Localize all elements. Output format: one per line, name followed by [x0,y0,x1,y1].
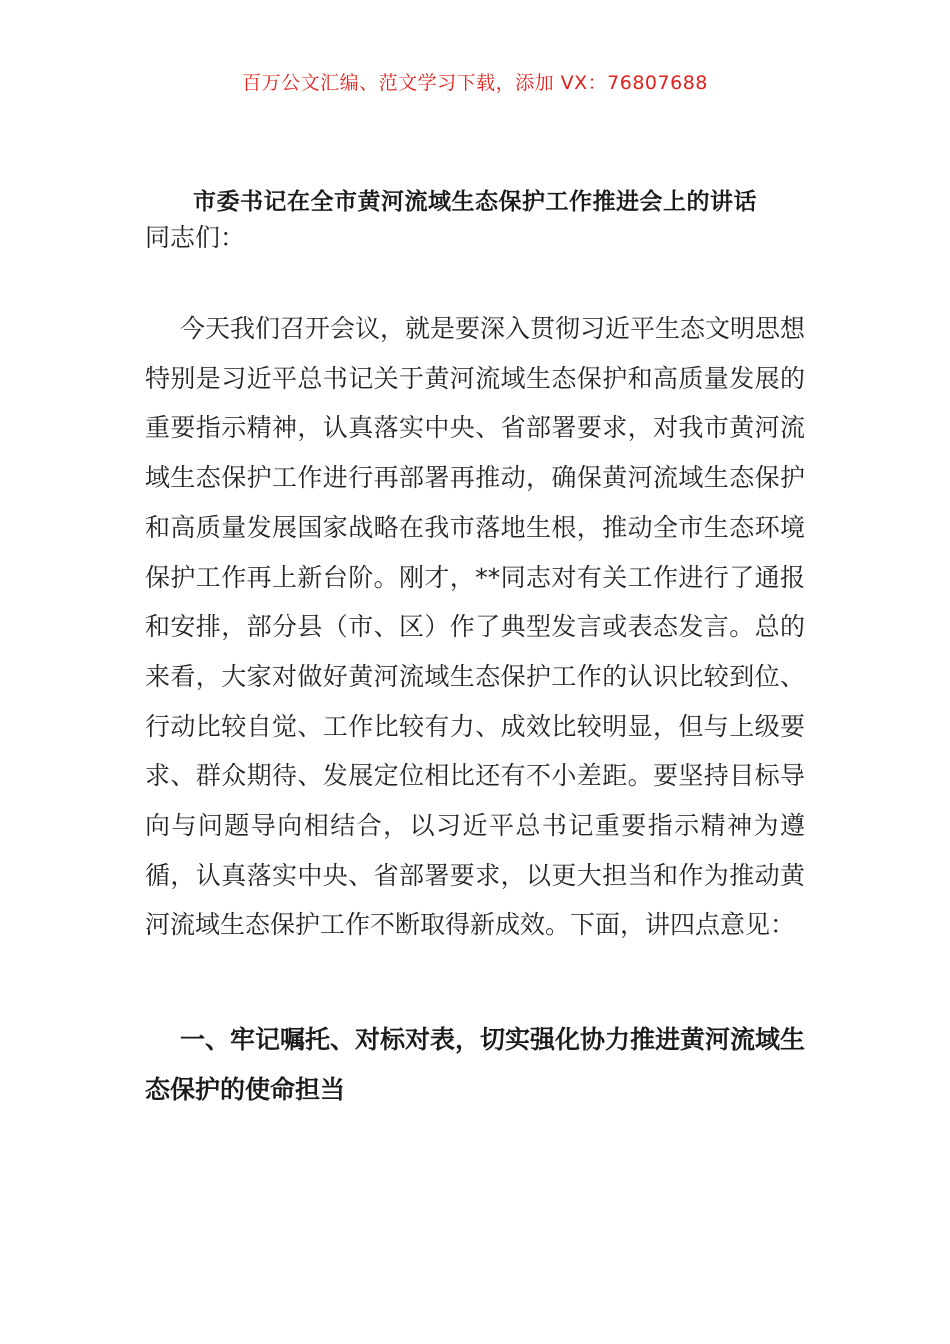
header-note: 百万公文汇编、范文学习下载，添加 VX：76807688 [242,72,708,94]
salutation: 同志们： [145,223,246,252]
page-title: 市委书记在全市黄河流域生态保护工作推进会上的讲话 [193,189,757,215]
body-paragraph: 今天我们召开会议，就是要深入贯彻习近平生态文明思想特别是习近平总书记关于黄河流域生态保护和高质量发展的重要指示精神，认真落实中央、省部署要求，对我市黄河流域生态保护工作进行再部署再推动，确保黄河流域生态保护和高质量发展国家战略在我市落地生根，推动全市生态环境保护工作再上新台阶。刚才，**同志对有关工作进行了通报和安排，部分县（市、区）作了典型发言或表态发言。总的来看，大家对做好黄河流域生态保护工作的认识比较到位、行动比较自觉、工作比较有力、成效比较明显，但与上级要求、群众期待、发展定位相比还有不小差距。要坚持目标导向与问题导向相结合，以习近平总书记重要指示精神为遵循，认真落实中央、省部署要求，以更大担当和作为推动黄河流域生态保护工作不断取得新成效。下面，讲四点意见： [145,314,806,940]
section-heading: 一、牢记嘱托、对标对表，切实强化协力推进黄河流域生态保护的使命担当 [145,1025,806,1104]
